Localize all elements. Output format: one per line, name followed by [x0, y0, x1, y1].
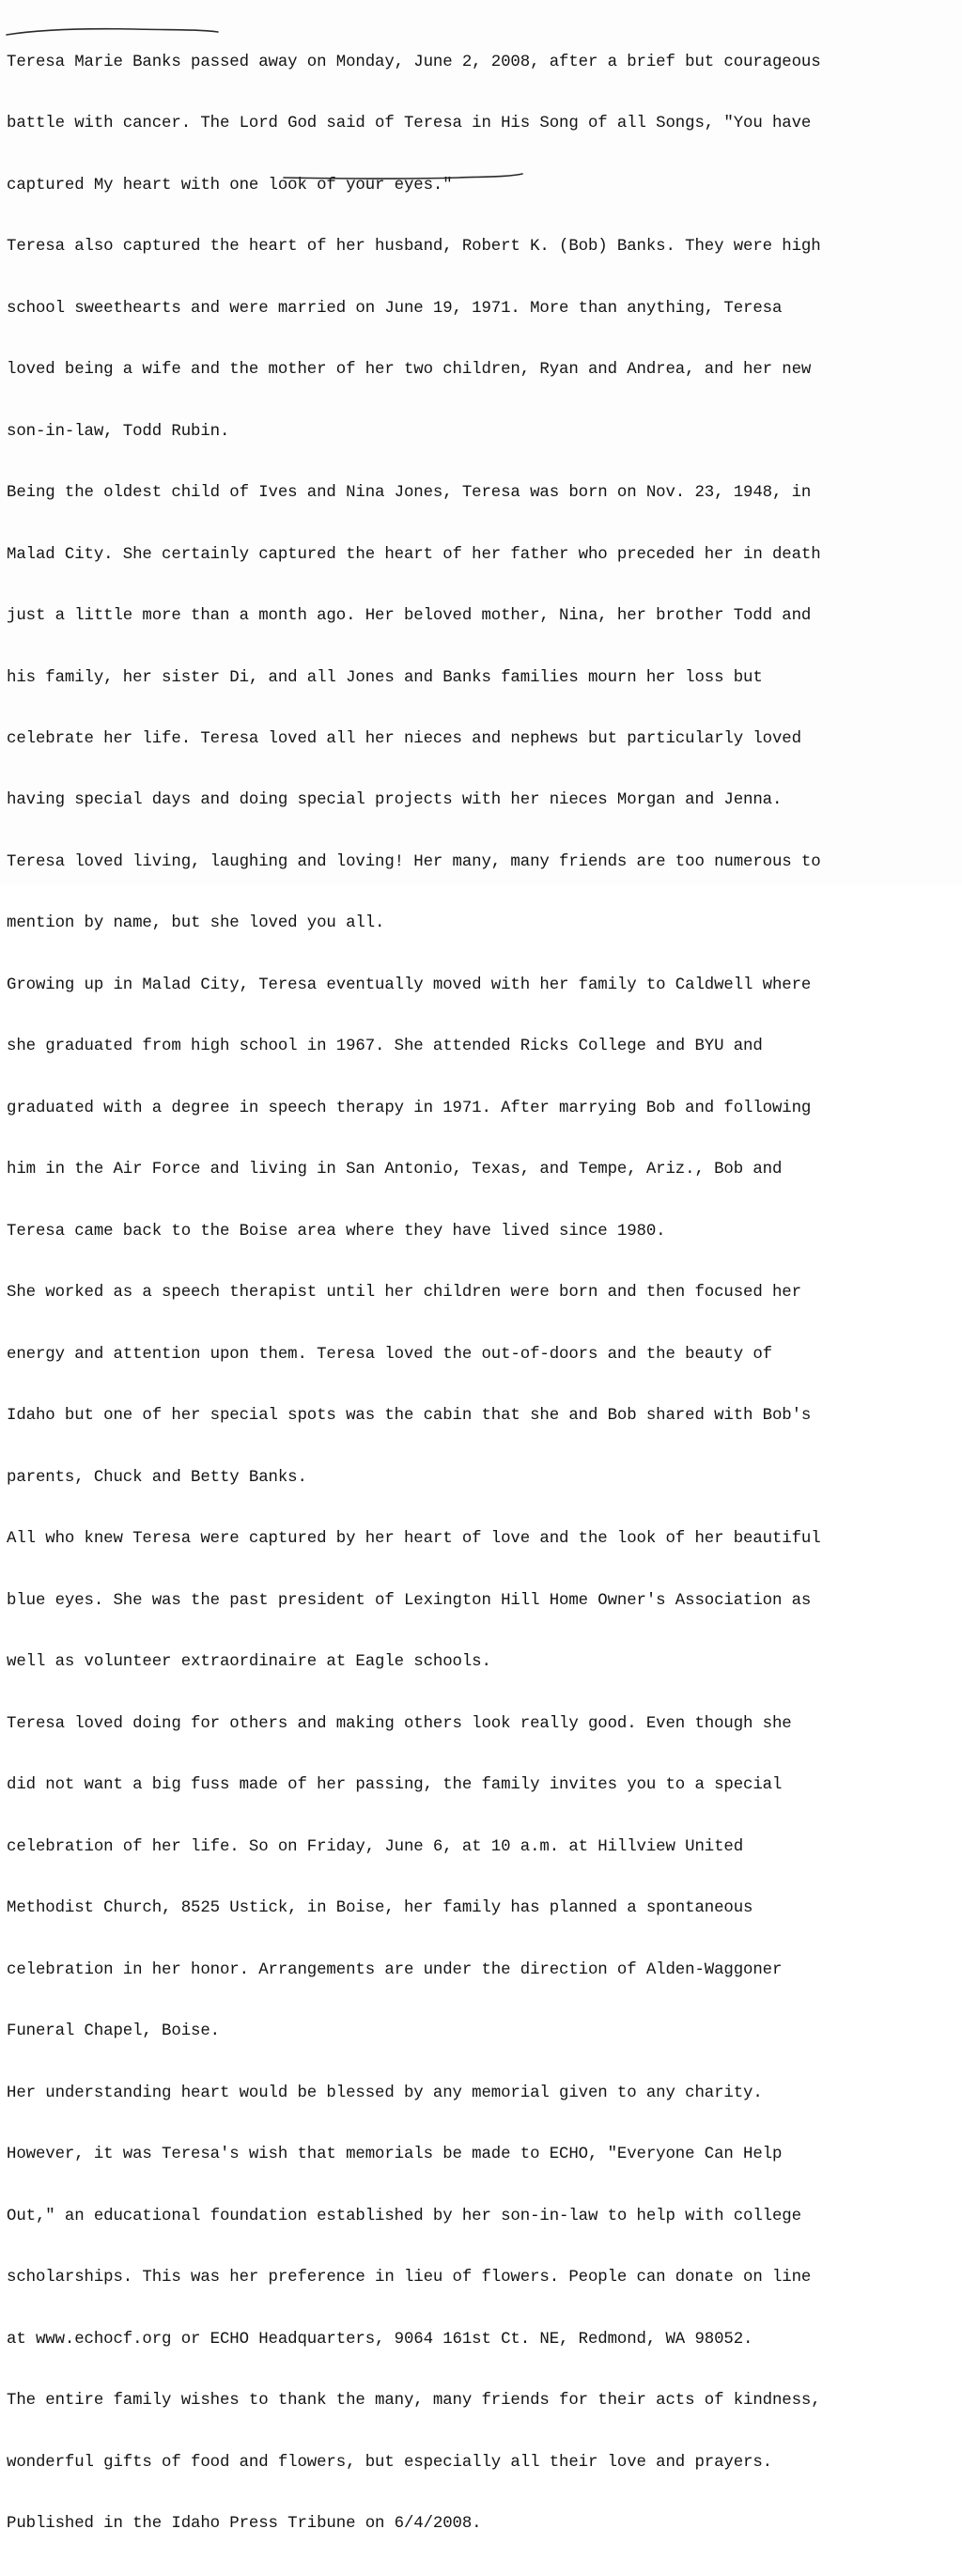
text-line: Published in the Idaho Press Tribune on 6/4/2008.	[7, 2515, 482, 2534]
text-line: Out," an educational foundation established by her son-in-law to help with college	[7, 2207, 801, 2225]
text-line: graduated with a degree in speech therapy in 1971. After marrying Bob and following	[7, 1099, 812, 1117]
text-line: celebrate her life. Teresa loved all her nieces and nephews but particularly loved	[7, 729, 801, 748]
text-line: blue eyes. She was the past president of Lexington Hill Home Owner's Association as	[7, 1591, 812, 1610]
text-line: him in the Air Force and living in San Antonio, Texas, and Tempe, Ariz., Bob and	[7, 1161, 783, 1179]
text-line: Teresa came back to the Boise area where they have lived since 1980.	[7, 1222, 666, 1241]
text-line: at www.echocf.org or ECHO Headquarters, 9064 161st Ct. NE, Redmond, WA 98052.	[7, 2330, 753, 2349]
text-line: She worked as a speech therapist until her children were born and then focused her	[7, 1284, 801, 1303]
text-line: Malad City. She certainly captured the heart of her father who preceded her in death	[7, 545, 821, 564]
text-line: wonderful gifts of food and flowers, but especially all their love and prayers.	[7, 2453, 772, 2472]
text-line: Idaho but one of her special spots was the cabin that she and Bob shared with Bob's	[7, 1407, 812, 1426]
text-line: celebration in her honor. Arrangements are under the direction of Alden-Waggoner	[7, 1960, 783, 1979]
text-line: well as volunteer extraordinaire at Eagle schools.	[7, 1653, 491, 1672]
text-line: she graduated from high school in 1967. She attended Ricks College and BYU and	[7, 1038, 763, 1056]
text-line: mention by name, but she loved you all.	[7, 914, 385, 933]
text-line: Funeral Chapel, Boise.	[7, 2022, 220, 2041]
text-line: battle with cancer. The Lord God said of Teresa in His Song of all Songs, "You have	[7, 115, 812, 133]
text-line: parents, Chuck and Betty Banks.	[7, 1468, 307, 1487]
text-line: Teresa also captured the heart of her husband, Robert K. (Bob) Banks. They were high	[7, 238, 821, 257]
text-line: Methodist Church, 8525 Ustick, in Boise, her family has planned a spontaneous	[7, 1899, 753, 1918]
text-line: his family, her sister Di, and all Jones and Banks families mourn her loss but	[7, 668, 763, 687]
text-line: Being the oldest child of Ives and Nina Jones, Teresa was born on Nov. 23, 1948, in	[7, 484, 812, 503]
text-line: son-in-law, Todd Rubin.	[7, 422, 230, 441]
obituary-text	[7, 11, 955, 2576]
text-line: All who knew Teresa were captured by her heart of love and the look of her beautiful	[7, 1530, 821, 1549]
text-line: school sweethearts and were married on June 19, 1971. More than anything, Teresa	[7, 299, 783, 318]
text-line: loved being a wife and the mother of her two children, Ryan and Andrea, and her new	[7, 361, 812, 380]
text-line: did not want a big fuss made of her passing, the family invites you to a special	[7, 1776, 783, 1795]
text-line: Her understanding heart would be blessed by any memorial given to any charity.	[7, 2084, 763, 2102]
text-line: captured My heart with one look of your eyes."	[7, 176, 453, 195]
text-line: Growing up in Malad City, Teresa eventually moved with her family to Caldwell where	[7, 976, 812, 994]
text-line: just a little more than a month ago. Her beloved mother, Nina, her brother Todd and	[7, 607, 812, 626]
text-line: scholarships. This was her preference in lieu of flowers. People can donate on line	[7, 2269, 812, 2287]
text-line: having special days and doing special projects with her nieces Morgan and Jenna.	[7, 791, 783, 810]
text-line: However, it was Teresa's wish that memorials be made to ECHO, "Everyone Can Help	[7, 2146, 783, 2164]
text-line: Teresa loved living, laughing and loving! Her many, many friends are too numerous to	[7, 852, 821, 871]
text-line: energy and attention upon them. Teresa loved the out-of-doors and the beauty of	[7, 1345, 772, 1364]
text-line: celebration of her life. So on Friday, June 6, at 10 a.m. at Hillview United	[7, 1837, 744, 1856]
text-line: Teresa Marie Banks passed away on Monday, June 2, 2008, after a brief but courageous	[7, 53, 821, 71]
text-line: Teresa loved doing for others and making others look really good. Even though she	[7, 1714, 792, 1733]
text-line: The entire family wishes to thank the many, many friends for their acts of kindness,	[7, 2392, 821, 2411]
